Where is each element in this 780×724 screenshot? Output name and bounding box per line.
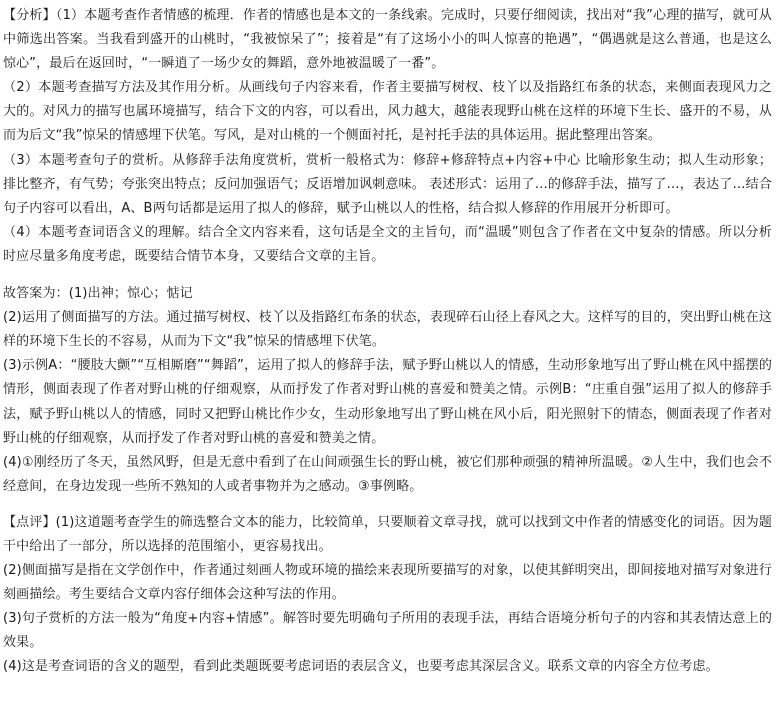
answer-paragraph-2: (2)运用了侧面描写的方法。通过描写树杈、枝丫以及指路红布条的状态，表现碎石山径上春风之大。这样写的目的，突出野山桃在这样的环境下生长的不容易，从而为下文“我”惊呆的情感埋下伏笔。 bbox=[3, 310, 772, 350]
section-spacer bbox=[3, 269, 772, 282]
answer-section bbox=[3, 282, 772, 499]
comment-paragraph-1: 【点评】(1)这道题考查学生的筛选整合文本的能力，比较简单，只要顺着文章寻找，就可以找到文中作者的情感变化的词语。因为题干中给出了一部分，所以选择的范围缩小，更容易找出。 bbox=[3, 514, 772, 554]
answer-paragraph-3: (3)示例A：“腰肢大颤”“互相厮磨”“舞蹈”，运用了拟人的修辞手法，赋予野山桃以人的情感，生动形象地写出了野山桃在风中摇摆的情形，侧面表现了作者对野山桃的仔细观察，从而抒发了作者对野山桃的喜爱和赞美之情。示例B：“庄重自强”运用了拟人的修辞手法，赋予野山桃以人的情感，同时又把野山桃比作少女，生动形象地写出了野山桃在风小后，阳光照射下的情态，侧面表现了作者对野山桃的仔细观察，从而抒发了作者对野山桃的喜爱和赞美之情。 bbox=[3, 358, 772, 446]
comment-paragraph-3: (3)句子赏析的方法一般为“角度+内容+情感”。解答时要先明确句子所用的表现手法，再结合语境分析句子的内容和其表情达意上的效果。 bbox=[3, 611, 772, 651]
answer-paragraph-1: 故答案为：(1)出神；惊心；惦记 bbox=[3, 286, 193, 302]
analysis-section bbox=[3, 4, 772, 269]
answer-paragraph-4: (4)①刚经历了冬天，虽然风野，但是无意中看到了在山间顽强生长的野山桃，被它们那种顽强的精神所温暖。②人生中，我们也会不经意间，在身边发现一些所不熟知的人或者事物并为之感动。③事例略。 bbox=[3, 454, 772, 494]
comment-paragraph-4: (4)这是考查词语的含义的题型，看到此类题既要考虑词语的表层含义，也要考虑其深层含义。联系文章的内容全方位考虑。 bbox=[3, 659, 719, 675]
analysis-paragraph-1: 【分析】（1）本题考查作者情感的梳理．作者的情感也是本文的一条线索。完成时，只要仔细阅读，找出对“我”心理的描写，就可从中筛选出答案。当我看到盛开的山桃时，“我被惊呆了”；接着是“有了这场小小的叫人惊喜的艳遇”，“偶遇就是这么普通，也是这么惊心”，最后在返回时，“一瞬逍了一场少女的舞蹈，意外地被温暖了一番”。 bbox=[3, 8, 772, 72]
comment-section bbox=[3, 511, 772, 680]
section-spacer bbox=[3, 499, 772, 511]
analysis-paragraph-4: （4）本题考查词语含义的理解。结合全文内容来看，这句话是全文的主旨句，而“温暖”则包含了作者在文中复杂的情感。所以分析时应尽量多角度考虑，既要结合情节本身，又要结合文章的主旨。 bbox=[3, 224, 772, 264]
analysis-paragraph-2: （2）本题考查描写方法及其作用分析。从画线句子内容来看，作者主要描写树杈、枝丫以及指路红布条的状态，来侧面表现风力之大的。对风力的描写也属环境描写，结合下文的内容，可以看出，风力越大，越能表现野山桃在这样的环境下生长、盛开的不易，从而为后文“我”惊呆的情感埋下伏笔。写风，是对山桃的一个侧面衬托，是衬托手法的具体运用。据此整理出答案。 bbox=[3, 80, 772, 144]
analysis-paragraph-3: （3）本题考查句子的赏析。从修辞手法角度赏析，赏析一般格式为：修辞+修辞特点+内容+中心 比喻形象生动；拟人生动形象；排比整齐，有气势；夸张突出特点；反问加强语气；反语增加讽刺意味。 表述形式：运用了…的修辞手法，描写了…，表达了…结合句子内容可以看出，A、B两句话都是运用了拟人的修辞，赋予山桃以人的性格，结合拟人修辞的作用展开分析即可。 bbox=[3, 152, 772, 216]
comment-paragraph-2: (2)侧面描写是指在文学创作中，作者通过刻画人物或环境的描绘来表现所要描写的对象，以使其鲜明突出，即间接地对描写对象进行刻画描绘。考生要结合文章内容仔细体会这种写法的作用。 bbox=[3, 563, 772, 603]
